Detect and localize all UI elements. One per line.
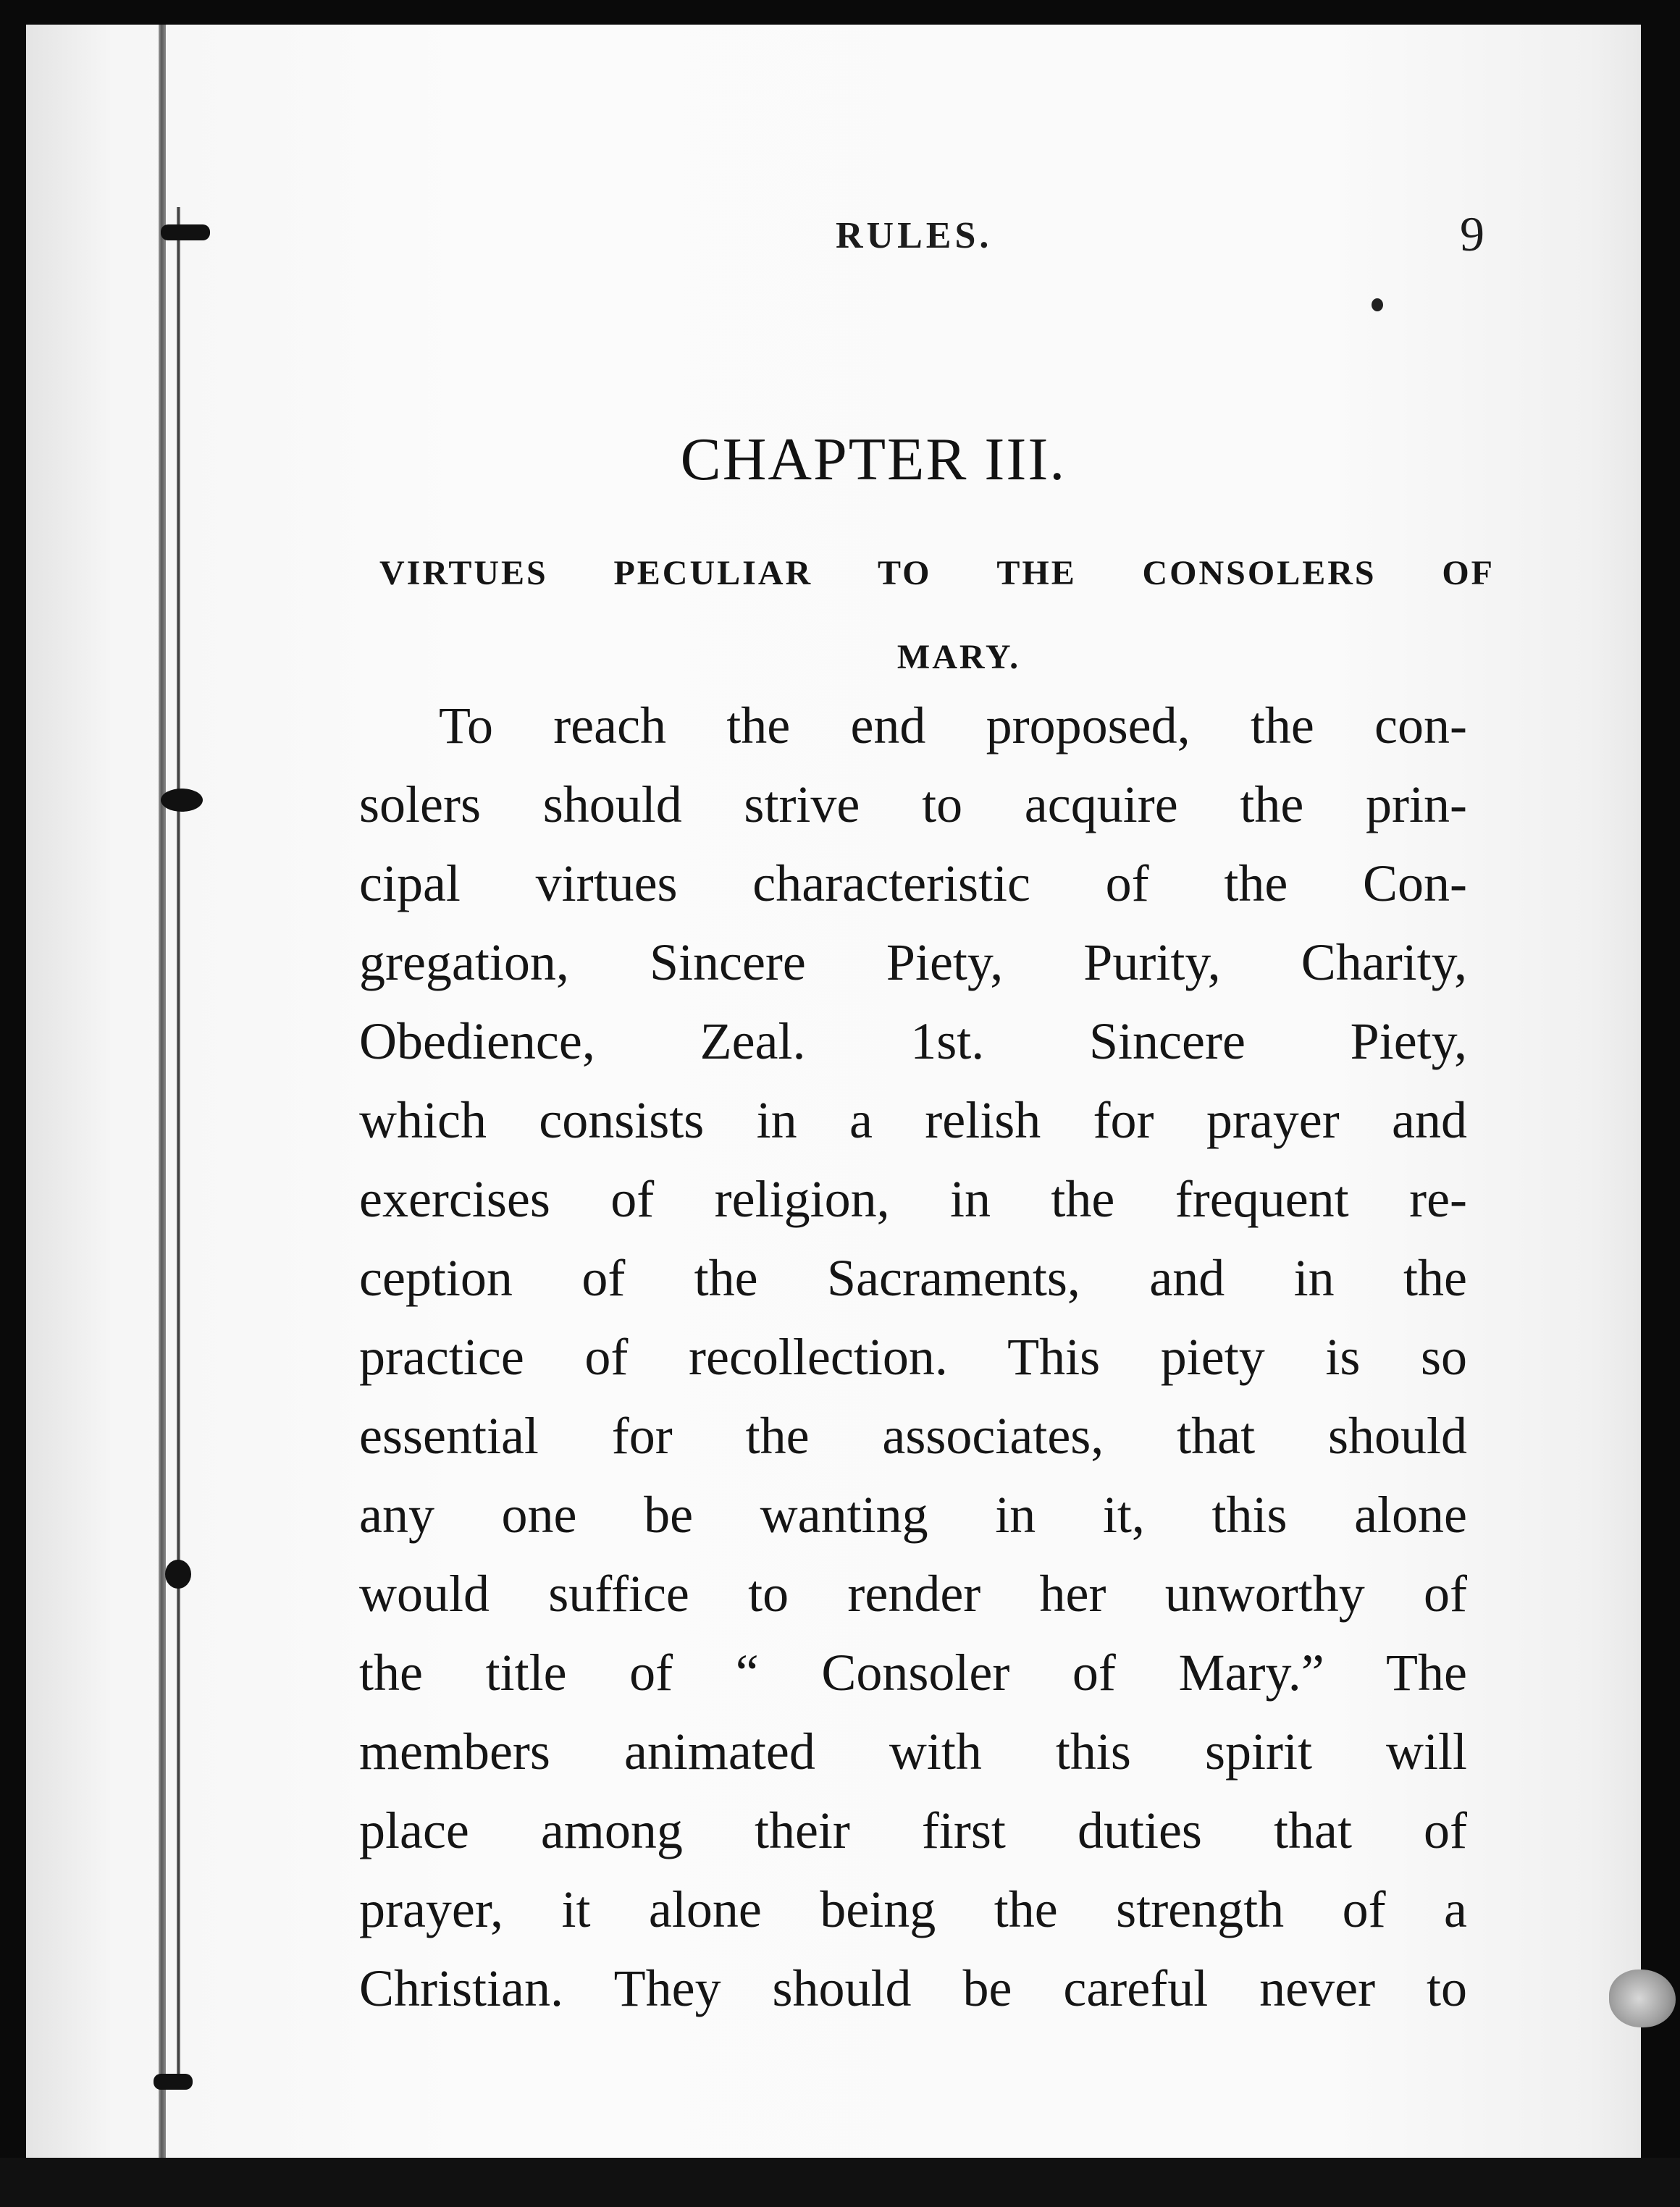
chapter-subtitle-line: VIRTUES PECULIAR TO THE CONSOLERS OF (379, 554, 1495, 592)
text-line: To reach the end proposed, the con- (439, 697, 1467, 754)
text-line: gregation, Sincere Piety, Purity, Charity, (359, 933, 1467, 991)
text-line: cipal virtues characteristic of the Con- (359, 854, 1467, 912)
text-line: essential for the associates, that should (359, 1407, 1467, 1465)
book-page (26, 25, 1641, 2174)
text-line: place among their first duties that of (359, 1802, 1467, 1859)
chapter-subtitle (379, 531, 1495, 699)
ink-speck (1372, 298, 1383, 311)
text-line: exercises of religion, in the frequent re- (359, 1170, 1467, 1228)
text-line: practice of recollection. This piety is so (359, 1328, 1467, 1386)
text-line: prayer, it alone being the strength of a (359, 1880, 1467, 1938)
binding-stitch (154, 2074, 193, 2090)
binding-stitch (161, 789, 203, 812)
scan-border (0, 2158, 1680, 2207)
text-line: solers should strive to acquire the prin- (359, 775, 1467, 833)
text-line: would suffice to render her unworthy of (359, 1565, 1467, 1623)
binding-edge (159, 25, 166, 2174)
text-line: members animated with this spirit will (359, 1723, 1467, 1781)
text-line: Obedience, Zeal. 1st. Sincere Piety, (359, 1012, 1467, 1070)
binding-stitch (161, 224, 210, 240)
text-line: which consists in a relish for prayer and (359, 1091, 1467, 1149)
chapter-title: CHAPTER III. (680, 426, 1067, 493)
text-line: Christian. They should be careful never to (359, 1959, 1467, 2017)
text-line: the title of “ Consoler of Mary.” The (359, 1644, 1467, 1702)
text-line: ception of the Sacraments, and in the (359, 1249, 1467, 1307)
text-line: any one be wanting in it, this alone (359, 1486, 1467, 1544)
chapter-subtitle-line: MARY. (896, 638, 1021, 676)
binding-stitch (165, 1560, 191, 1589)
paper-stain (1609, 1970, 1676, 2027)
running-head: RULES. (836, 215, 993, 256)
page-number: 9 (1460, 206, 1484, 261)
body-text (359, 686, 1467, 2028)
